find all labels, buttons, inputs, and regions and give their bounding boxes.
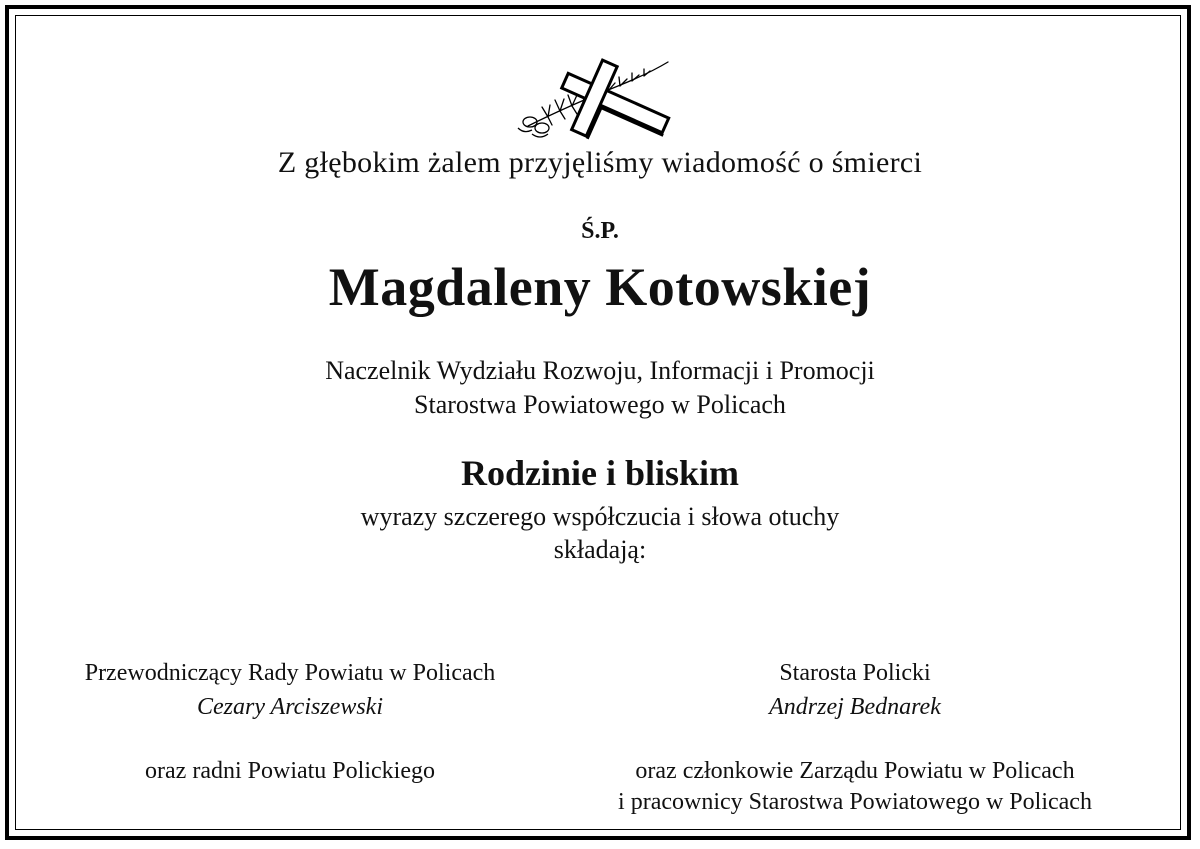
intro-text: Z głębokim żalem przyjęliśmy wiadomość o śmierci: [277, 146, 923, 179]
left-signatory-title: Przewodniczący Rady Powiatu w Policach: [84, 660, 496, 686]
right-signatory-title: Starosta Policki: [779, 660, 931, 686]
right-signatory-name: Andrzej Bednarek: [769, 694, 941, 720]
family-heading: Rodzinie i bliskim: [460, 453, 740, 493]
position-line-2: Starostwa Powiatowego w Policach: [414, 390, 786, 419]
deceased-name: Magdaleny Kotowskiej: [328, 257, 872, 317]
right-signatory-group-line-2: i pracownicy Starostwa Powiatowego w Policach: [618, 789, 1092, 815]
position-line-1: Naczelnik Wydziału Rozwoju, Informacji i Promocji: [325, 356, 875, 385]
left-signatory-name: Cezary Arciszewski: [197, 694, 383, 720]
condolences-line-1: wyrazy szczerego współczucia i słowa otuchy: [360, 502, 840, 531]
right-signatory-group-line-1: oraz członkowie Zarządu Powiatu w Policach: [635, 758, 1075, 784]
left-signatory-group: oraz radni Powiatu Polickiego: [145, 758, 435, 784]
condolences-line-2: składają:: [553, 535, 647, 564]
sp-abbreviation: Ś.P.: [581, 218, 619, 244]
cross-with-palm-icon: [508, 56, 708, 146]
